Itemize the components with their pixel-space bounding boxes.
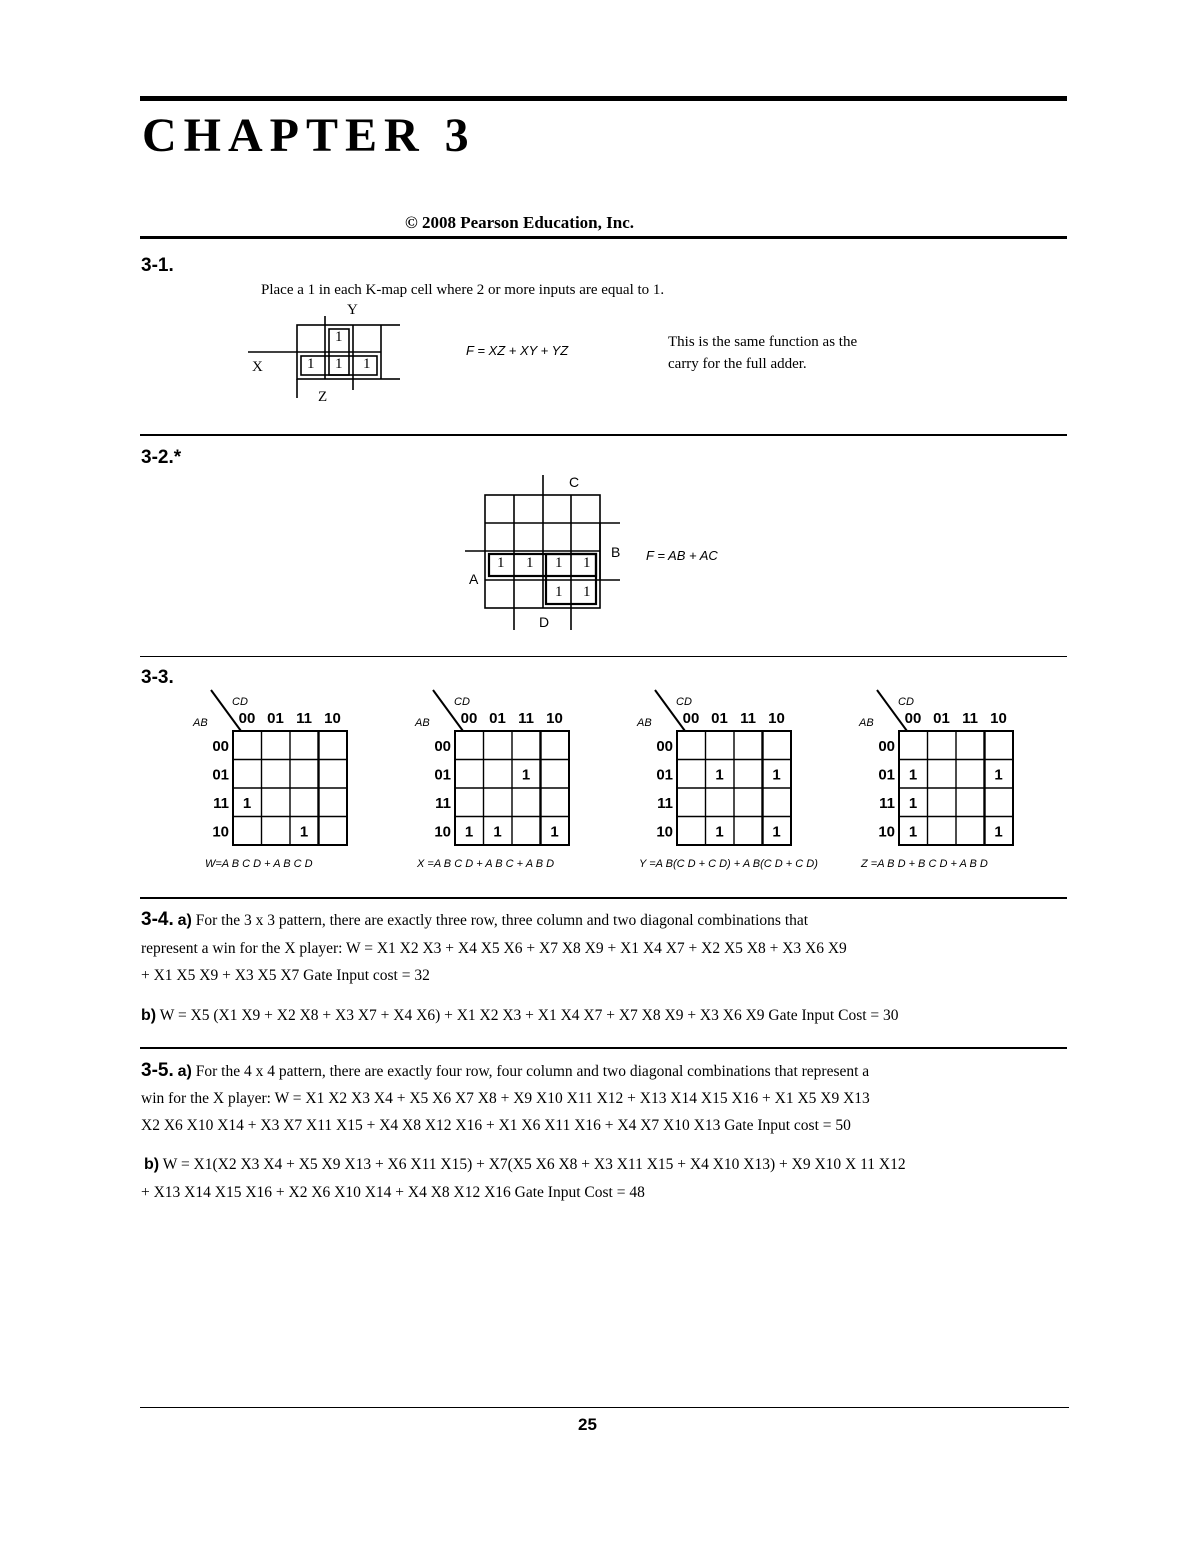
kmap-3-1-cell: 1 [363,356,371,372]
problem-3-5-part-a [141,1057,869,1085]
kmap-col-header: 00 [238,710,256,727]
kmap-col-header: 11 [962,710,978,727]
kmap-col-header: 00 [682,710,700,727]
kmap-cell-value: 1 [994,823,1003,841]
kmap-cell-value: 1 [550,823,559,841]
kmap-row-header: 01 [434,766,451,784]
kmap-cell-value: 1 [242,795,252,812]
kmap-col-header: 10 [324,710,341,727]
footer-rule [140,1407,1069,1408]
kmap-col-header: 01 [933,710,950,727]
kmap-col-header: 10 [990,710,1007,727]
kmap-3-1-cell: 1 [335,329,343,345]
problem-3-5-part-b [144,1151,906,1178]
kmap-col-header: 01 [267,710,284,727]
problem-3-5-a-text: For the 4 x 4 pattern, there are exactly four row, four column and two diagonal combinations that represent a [195,1063,870,1080]
section-rule [140,656,1067,657]
kmap-cell-value: 1 [772,823,781,841]
problem-3-5-a-text: win for the X player: W = X1 X2 X3 X4 + X5 X6 X7 X8 + X9 X10 X11 X12 + X13 X14 X15 X16 + X1 X5 X9 X13 [141,1090,870,1107]
kmap-cell-value: 1 [994,766,1003,784]
section-rule [140,1047,1067,1049]
kmap-row-header: 00 [878,738,895,755]
kmap-equation: X =A B C D + A B C + A B D [417,858,555,870]
kmap-col-var: CD [676,696,692,708]
problem-3-1-note: This is the same function as the [668,334,858,350]
kmap-cell-value: 1 [772,766,781,784]
problem-3-5-b-text: W = X1(X2 X3 X4 + X5 X9 X13 + X6 X11 X15) + X7(X5 X6 X8 + X3 X11 X15 + X4 X10 X13) + X9 X10 X 11 X12 [162,1156,906,1173]
kmap-3-1-var-y: Y [347,302,358,318]
kmap-row-header: 10 [656,823,673,841]
kmap-3-1-var-z: Z [318,389,328,405]
problem-3-4-a-text: represent a win for the X player: W = X1 X2 X3 + X4 X5 X6 + X7 X8 X9 + X1 X4 X7 + X2 X5 X8 + X3 X6 X9 [141,940,847,957]
kmap-row-var: AB [415,717,430,729]
problem-3-4-part-b [141,1002,899,1029]
problem-3-4-b-text: W = X5 (X1 X9 + X2 X8 + X3 X7 + X4 X6) + X1 X2 X3 + X1 X4 X7 + X7 X8 X9 + X3 X6 X9 Gate Input Cost = 30 [159,1007,899,1024]
kmap-col-header: 10 [768,710,785,727]
kmap-cell-value: 1 [493,823,502,841]
part-a-label: a) [177,1063,192,1080]
kmap-cell-value: 1 [715,823,724,841]
kmap-row-header: 10 [878,823,895,841]
problem-3-1-instruction: Place a 1 in each K-map cell where 2 or more inputs are equal to 1. [261,282,665,298]
top-rule [140,96,1067,101]
kmap-row-header: 01 [212,766,229,784]
kmap-cell-value: 1 [299,823,309,841]
kmap-3-1-cell: 1 [307,356,315,372]
problem-3-4-number: 3-4. [141,909,174,930]
kmap-col-header: 11 [296,710,312,727]
part-a-label: a) [177,912,192,929]
page-number: 25 [578,1415,597,1434]
kmap-3-2-cell: 1 [555,584,563,600]
kmap-equation: W=A B C D + A B C D [205,858,313,870]
kmap-row-var: AB [637,717,652,729]
kmap-col-header: 11 [518,710,534,727]
kmap-col-header: 00 [460,710,478,727]
kmap-row-header: 11 [435,795,451,812]
kmap-cell-value: 1 [908,795,918,812]
kmap-equation: Y =A B(C D + C D) + A B(C D + C D) [639,858,818,870]
problem-3-2-number: 3-2.* [141,447,182,468]
kmap-col-header: 00 [904,710,922,727]
kmap-row-var: AB [859,717,874,729]
kmap-col-header: 01 [711,710,728,727]
kmap-cell-value: 1 [464,823,474,841]
kmap-3-2-cell: 1 [583,584,591,600]
kmap-cell-value: 1 [908,823,918,841]
kmap-col-var: CD [454,696,470,708]
kmap-cell-value: 1 [715,766,724,784]
problem-3-5-b-text: + X13 X14 X15 X16 + X2 X6 X10 X14 + X4 X8 X12 X16 Gate Input Cost = 48 [141,1184,645,1201]
kmap-3-2-cell: 1 [583,555,591,571]
copyright-notice: © 2008 Pearson Education, Inc. [405,213,634,232]
problem-3-4-part-a [141,906,808,934]
kmap-row-header: 10 [212,823,229,841]
problem-3-5-a-text: X2 X6 X10 X14 + X3 X7 X11 X15 + X4 X8 X12 X16 + X1 X6 X11 X16 + X4 X7 X10 X13 Gate Input cost = 50 [141,1117,851,1134]
kmap-col-var: CD [232,696,248,708]
kmap-row-header: 10 [434,823,451,841]
problem-3-2-equation: F = AB + AC [646,548,718,563]
section-rule [140,897,1067,899]
kmap-3-2-cell: 1 [526,555,534,571]
kmap-3-2-cell: 1 [497,555,505,571]
kmap-col-var: CD [898,696,914,708]
kmap-col-header: 01 [489,710,506,727]
kmap-row-header: 00 [656,738,673,755]
kmap-equation: Z =A B D + B C D + A B D [861,858,988,870]
kmap-group-3-3 [180,685,1040,875]
kmap-row-header: 11 [213,795,229,812]
problem-3-1-equation: F = XZ + XY + YZ [466,343,569,358]
kmap-3-2 [460,470,630,635]
kmap-3-2-var-a: A [469,571,479,587]
problem-3-3-number: 3-3. [141,667,174,688]
kmap-3-2-var-b: B [611,544,621,560]
kmap-3-2-cell: 1 [555,555,563,571]
problem-3-1-number: 3-1. [141,255,174,276]
kmap-cell-value: 1 [521,766,531,784]
kmap-3-1-cell: 1 [335,356,343,372]
kmap-3-2-var-c: C [569,474,580,490]
part-b-label: b) [141,1007,157,1024]
kmap-3-1-var-x: X [252,359,263,375]
kmap-col-header: 11 [740,710,756,727]
kmap-row-header: 01 [656,766,673,784]
section-rule [140,434,1067,436]
chapter-title: CHAPTER 3 [142,109,476,162]
kmap-col-header: 10 [546,710,563,727]
kmap-row-var: AB [193,717,208,729]
problem-3-1-note: carry for the full adder. [668,356,807,372]
kmap-row-header: 01 [878,766,895,784]
kmap-cell-value: 1 [908,766,918,784]
kmap-3-2-var-d: D [539,614,550,630]
kmap-row-header: 00 [212,738,229,755]
kmap-row-header: 00 [434,738,451,755]
kmap-row-header: 11 [657,795,673,812]
problem-3-4-a-text: For the 3 x 3 pattern, there are exactly three row, three column and two diagonal combinations that [195,912,809,929]
problem-3-5-number: 3-5. [141,1060,174,1081]
header-rule [140,236,1067,239]
kmap-row-header: 11 [879,795,895,812]
part-b-label: b) [144,1156,160,1173]
problem-3-4-a-text: + X1 X5 X9 + X3 X5 X7 Gate Input cost = 32 [141,967,430,984]
